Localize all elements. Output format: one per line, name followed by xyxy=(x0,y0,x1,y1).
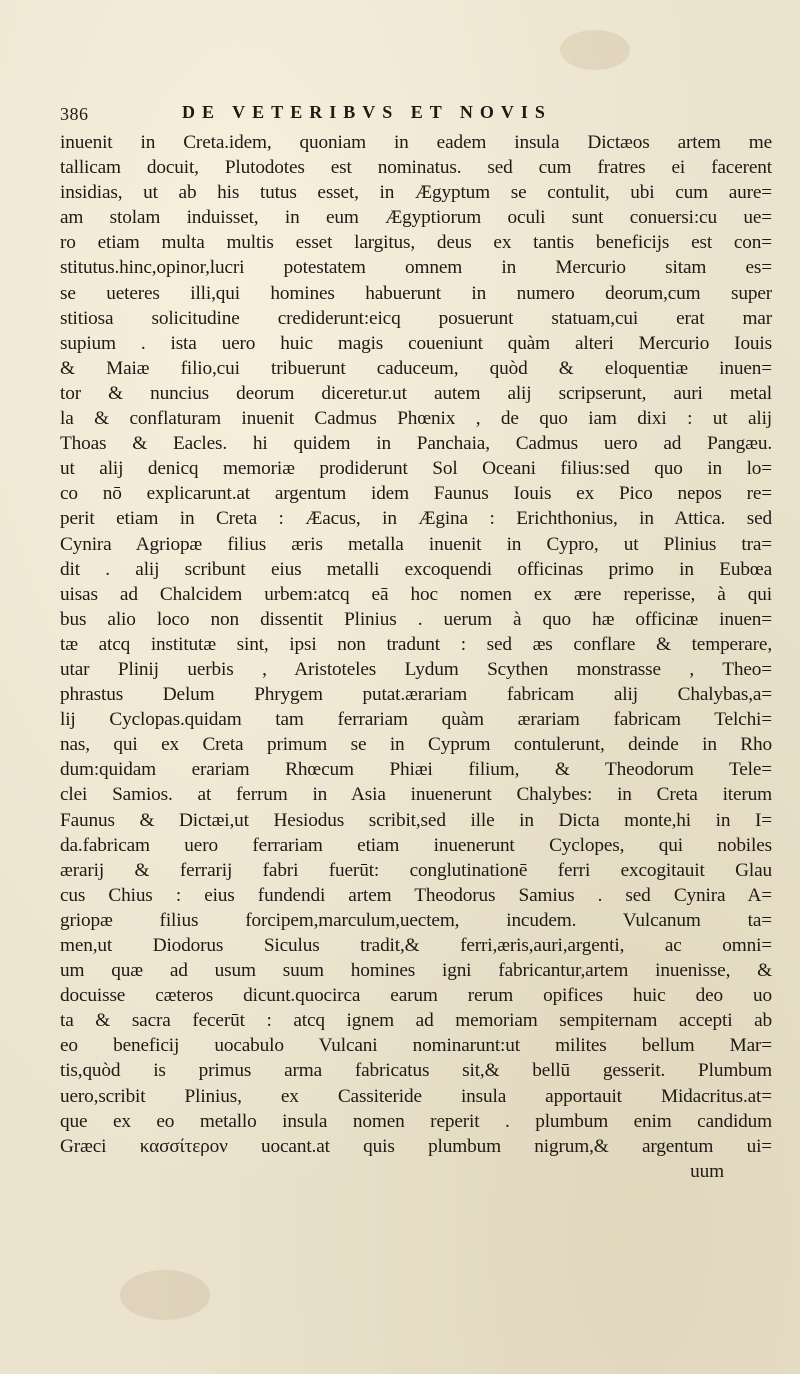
text-line: tallicam docuit, Plutodotes est nominatus. sed cum fratres ei facerent xyxy=(60,157,772,179)
text-line: phrastus Delum Phrygem putat.ærariam fabricam alij Chalybas,a= xyxy=(60,684,772,706)
text-line: dum:quidam erariam Rhœcum Phiæi filium, & Theodorum Tele= xyxy=(60,759,772,781)
running-head: DE VETERIBVS ET NOVIS xyxy=(182,102,552,122)
text-line: cus Chius : eius fundendi artem Theodorus Samius . sed Cynira A= xyxy=(60,884,772,906)
text-line: perit etiam in Creta : Æacus, in Ægina : Erichthonius, in Attica. sed xyxy=(60,508,772,530)
text-line: docuisse cæteros dicunt.quocirca earum rerum opifices huic deo uo xyxy=(60,985,772,1007)
text-block xyxy=(60,130,772,1184)
text-line: utar Plinij uerbis , Aristoteles Lydum Scythen monstrasse , Theo= xyxy=(60,658,772,680)
text-line: & Maiæ filio,cui tribuerunt caduceum, quòd & eloquentiæ inuen= xyxy=(60,357,772,379)
text-line: bus alio loco non dissentit Plinius . uerum à quo hæ officinæ inuen= xyxy=(60,608,772,630)
text-line: insidias, ut ab his tutus esset, in Ægyptum se contulit, ubi cum aure= xyxy=(60,182,772,204)
text-line: stitiosa solicitudine crediderunt:eicq posuerunt statuam,cui erat mar xyxy=(60,307,772,329)
text-line: stitutus.hinc,opinor,lucri potestatem omnem in Mercurio sitam es= xyxy=(60,257,772,279)
text-line: Græci κασσίτερον uocant.at quis plumbum nigrum,& argentum ui= xyxy=(60,1135,772,1157)
text-line: Faunus & Dictæi,ut Hesiodus scribit,sed ille in Dicta monte,hi in I= xyxy=(60,809,772,831)
text-line: la & conflaturam inuenit Cadmus Phœnix , de quo iam dixi : ut alij xyxy=(60,408,772,430)
text-line: griopæ filius forcipem,marculum,uectem, incudem. Vulcanum ta= xyxy=(60,909,772,931)
text-line: nas, qui ex Creta primum se in Cyprum contulerunt, deinde in Rho xyxy=(60,734,772,756)
page-number: 386 xyxy=(60,104,89,124)
text-line: ærarij & ferrarij fabri fuerūt: conglutinationē ferri excogitauit Glau xyxy=(60,859,772,881)
text-line: inuenit in Creta.idem, quoniam in eadem insula Dictæos artem me xyxy=(60,132,772,153)
paper-stain xyxy=(120,1270,210,1320)
text-line: eo beneficij uocabulo Vulcani nominarunt:ut milites bellum Mar= xyxy=(60,1035,772,1057)
text-line: se ueteres illi,qui homines habuerunt in numero deorum,cum super xyxy=(60,282,772,304)
text-line: tæ atcq institutæ sint, ipsi non tradunt : sed æs conflare & temperare, xyxy=(60,633,772,655)
text-line: que ex eo metallo insula nomen reperit . plumbum enim candidum xyxy=(60,1110,772,1132)
text-line: uero,scribit Plinius, ex Cassiteride insula apportauit Midacritus.at= xyxy=(60,1085,772,1107)
text-line: tis,quòd is primus arma fabricatus sit,& bellū gesserit. Plumbum xyxy=(60,1060,772,1082)
text-line: Thoas & Eacles. hi quidem in Panchaia, Cadmus uero ad Pangæu. xyxy=(60,433,772,455)
text-line: ut alij denicq memoriæ prodiderunt Sol Oceani filius:sed quo in lo= xyxy=(60,458,772,480)
text-line: ta & sacra fecerūt : atcq ignem ad memoriam sempiternam accepti ab xyxy=(60,1010,772,1032)
paper-stain xyxy=(560,30,630,70)
text-line: dit . alij scribunt eius metalli excoquendi officinas primo in Eubœa xyxy=(60,558,772,580)
text-line: uum xyxy=(690,1160,724,1182)
text-line: co nō explicarunt.at argentum idem Faunus Iouis ex Pico nepos re= xyxy=(60,483,772,505)
text-line: da.fabricam uero ferrariam etiam inuenerunt Cyclopes, qui nobiles xyxy=(60,834,772,856)
text-line: men,ut Diodorus Siculus tradit,& ferri,æris,auri,argenti, ac omni= xyxy=(60,935,772,956)
text-line: am stolam induisset, in eum Ægyptiorum oculi sunt conuersi:cu ue= xyxy=(60,207,772,229)
text-line: um quæ ad usum suum homines igni fabricantur,artem inuenisse, & xyxy=(60,960,772,982)
text-line: clei Samios. at ferrum in Asia inuenerunt Chalybes: in Creta iterum xyxy=(60,784,772,806)
page-header xyxy=(60,96,772,126)
text-line: ro etiam multa multis esset largitus, deus ex tantis beneficijs est con= xyxy=(60,232,772,254)
text-line: uisas ad Chalcidem urbem:atcq eā hoc nomen ex ære reperisse, à qui xyxy=(60,583,772,605)
text-line: tor & nuncius deorum diceretur.ut autem alij scripserunt, auri metal xyxy=(60,382,772,404)
text-line: lij Cyclopas.quidam tam ferrariam quàm ærariam fabricam Telchi= xyxy=(60,709,772,731)
text-line: Cynira Agriopæ filius æris metalla inuenit in Cypro, ut Plinius tra= xyxy=(60,533,772,555)
text-line: supium . ista uero huic magis coueniunt quàm alteri Mercurio Iouis xyxy=(60,332,772,354)
